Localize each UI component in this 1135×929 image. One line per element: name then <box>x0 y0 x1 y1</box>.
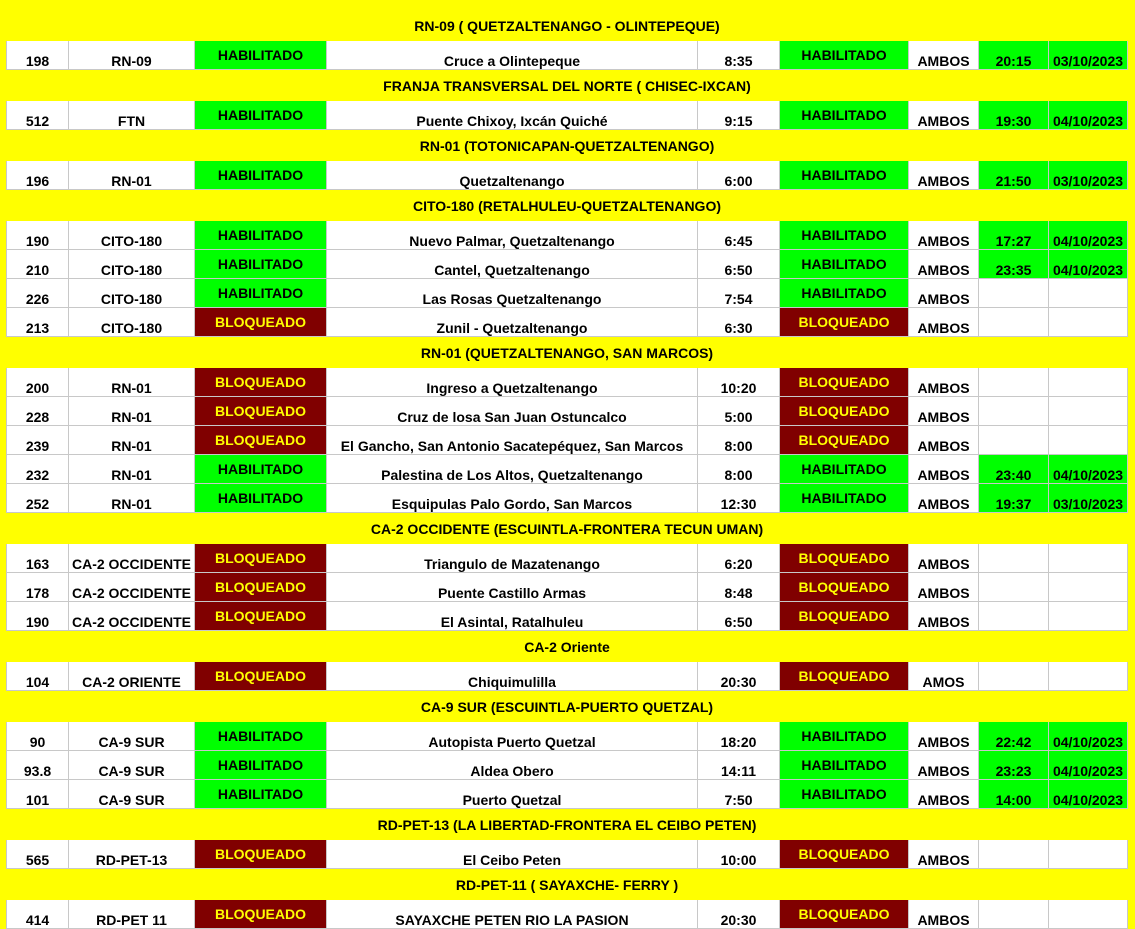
place-cell[interactable]: Palestina de Los Altos, Quetzaltenango <box>327 455 698 484</box>
status2-cell[interactable]: HABILITADO <box>780 279 909 308</box>
route-cell[interactable]: CA-2 OCCIDENTE <box>69 573 195 602</box>
status-cell[interactable]: HABILITADO <box>195 279 327 308</box>
table-row <box>7 455 1128 484</box>
table-row <box>7 221 1128 250</box>
place-cell[interactable]: El Asintal, Ratalhuleu <box>327 602 698 631</box>
km-cell[interactable]: 565 <box>7 840 69 869</box>
route-cell[interactable]: CA-9 SUR <box>69 780 195 809</box>
time-cell[interactable]: 8:00 <box>698 455 780 484</box>
time-cell[interactable]: 8:00 <box>698 426 780 455</box>
place-cell[interactable]: Cantel, Quetzaltenango <box>327 250 698 279</box>
km-cell[interactable]: 239 <box>7 426 69 455</box>
direction-cell[interactable]: AMBOS <box>909 544 979 573</box>
section-header-row <box>7 869 1128 900</box>
section-title[interactable]: CA-2 Oriente <box>7 631 1128 662</box>
status-cell[interactable]: HABILITADO <box>195 221 327 250</box>
time-cell[interactable]: 6:30 <box>698 308 780 337</box>
status2-cell[interactable]: BLOQUEADO <box>780 900 909 929</box>
status-cell[interactable]: BLOQUEADO <box>195 544 327 573</box>
table-row <box>7 101 1128 130</box>
status-cell[interactable]: HABILITADO <box>195 455 327 484</box>
place-cell[interactable]: Quetzaltenango <box>327 161 698 190</box>
place-cell[interactable]: Puente Chixoy, Ixcán Quiché <box>327 101 698 130</box>
direction-cell[interactable]: AMBOS <box>909 221 979 250</box>
reopen-time-cell[interactable] <box>979 840 1049 869</box>
table-row <box>7 722 1128 751</box>
section-header-row <box>7 513 1128 544</box>
section-title[interactable]: CA-2 OCCIDENTE (ESCUINTLA-FRONTERA TECUN UMAN) <box>7 513 1128 544</box>
status-cell[interactable]: HABILITADO <box>195 161 327 190</box>
date-cell[interactable] <box>1049 368 1128 397</box>
time-cell[interactable]: 5:00 <box>698 397 780 426</box>
place-cell[interactable]: Puerto Quetzal <box>327 780 698 809</box>
status2-cell[interactable]: BLOQUEADO <box>780 573 909 602</box>
reopen-time-cell[interactable] <box>979 544 1049 573</box>
table-row <box>7 602 1128 631</box>
table-row <box>7 397 1128 426</box>
route-cell[interactable]: RN-09 <box>69 41 195 70</box>
reopen-time-cell[interactable] <box>979 602 1049 631</box>
status2-cell[interactable]: HABILITADO <box>780 41 909 70</box>
status-cell[interactable]: BLOQUEADO <box>195 900 327 929</box>
date-cell[interactable] <box>1049 544 1128 573</box>
direction-cell[interactable]: AMBOS <box>909 397 979 426</box>
route-cell[interactable]: CA-9 SUR <box>69 722 195 751</box>
route-cell[interactable]: RN-01 <box>69 161 195 190</box>
km-cell[interactable]: 213 <box>7 308 69 337</box>
route-cell[interactable]: CITO-180 <box>69 279 195 308</box>
date-cell[interactable]: 04/10/2023 <box>1049 250 1128 279</box>
direction-cell[interactable]: AMBOS <box>909 426 979 455</box>
status2-cell[interactable]: BLOQUEADO <box>780 840 909 869</box>
reopen-time-cell[interactable] <box>979 308 1049 337</box>
route-cell[interactable]: CITO-180 <box>69 221 195 250</box>
direction-cell[interactable]: AMBOS <box>909 573 979 602</box>
direction-cell[interactable]: AMBOS <box>909 602 979 631</box>
date-cell[interactable] <box>1049 840 1128 869</box>
place-cell[interactable]: Aldea Obero <box>327 751 698 780</box>
km-cell[interactable]: 210 <box>7 250 69 279</box>
section-header-row <box>7 190 1128 221</box>
date-cell[interactable] <box>1049 279 1128 308</box>
direction-cell[interactable]: AMBOS <box>909 780 979 809</box>
time-cell[interactable]: 6:50 <box>698 250 780 279</box>
place-cell[interactable]: Autopista Puerto Quetzal <box>327 722 698 751</box>
section-title[interactable]: CITO-180 (RETALHULEU-QUETZALTENANGO) <box>7 190 1128 221</box>
time-cell[interactable]: 6:20 <box>698 544 780 573</box>
date-cell[interactable]: 03/10/2023 <box>1049 484 1128 513</box>
status2-cell[interactable]: HABILITADO <box>780 250 909 279</box>
time-cell[interactable]: 8:35 <box>698 41 780 70</box>
km-cell[interactable]: 252 <box>7 484 69 513</box>
date-cell[interactable]: 03/10/2023 <box>1049 161 1128 190</box>
time-cell[interactable]: 6:45 <box>698 221 780 250</box>
status-cell[interactable]: HABILITADO <box>195 41 327 70</box>
route-cell[interactable]: RN-01 <box>69 368 195 397</box>
direction-cell[interactable]: AMBOS <box>909 279 979 308</box>
direction-cell[interactable]: AMOS <box>909 662 979 691</box>
table-row <box>7 41 1128 70</box>
km-cell[interactable]: 232 <box>7 455 69 484</box>
reopen-time-cell[interactable]: 23:40 <box>979 455 1049 484</box>
time-cell[interactable]: 7:50 <box>698 780 780 809</box>
km-cell[interactable]: 190 <box>7 602 69 631</box>
status-cell[interactable]: HABILITADO <box>195 751 327 780</box>
place-cell[interactable]: SAYAXCHE PETEN RIO LA PASION <box>327 900 698 929</box>
reopen-time-cell[interactable]: 20:15 <box>979 41 1049 70</box>
reopen-time-cell[interactable] <box>979 397 1049 426</box>
status2-cell[interactable]: BLOQUEADO <box>780 368 909 397</box>
reopen-time-cell[interactable]: 21:50 <box>979 161 1049 190</box>
time-cell[interactable]: 7:54 <box>698 279 780 308</box>
reopen-time-cell[interactable] <box>979 662 1049 691</box>
status2-cell[interactable]: BLOQUEADO <box>780 662 909 691</box>
time-cell[interactable]: 8:48 <box>698 573 780 602</box>
reopen-time-cell[interactable]: 19:30 <box>979 101 1049 130</box>
section-title[interactable]: RN-01 (TOTONICAPAN-QUETZALTENANGO) <box>7 130 1128 161</box>
section-header-row <box>7 130 1128 161</box>
status-cell[interactable]: BLOQUEADO <box>195 308 327 337</box>
route-cell[interactable]: RN-01 <box>69 397 195 426</box>
place-cell[interactable]: Cruz de losa San Juan Ostuncalco <box>327 397 698 426</box>
date-cell[interactable]: 04/10/2023 <box>1049 780 1128 809</box>
reopen-time-cell[interactable] <box>979 279 1049 308</box>
direction-cell[interactable]: AMBOS <box>909 250 979 279</box>
direction-cell[interactable]: AMBOS <box>909 722 979 751</box>
table-row <box>7 426 1128 455</box>
status2-cell[interactable]: BLOQUEADO <box>780 602 909 631</box>
table-body <box>7 10 1128 929</box>
table-row <box>7 161 1128 190</box>
place-cell[interactable]: Las Rosas Quetzaltenango <box>327 279 698 308</box>
km-cell[interactable]: 101 <box>7 780 69 809</box>
km-cell[interactable]: 228 <box>7 397 69 426</box>
date-cell[interactable]: 04/10/2023 <box>1049 722 1128 751</box>
section-title[interactable]: RN-09 ( QUETZALTENANGO - OLINTEPEQUE) <box>7 10 1128 41</box>
time-cell[interactable]: 6:50 <box>698 602 780 631</box>
date-cell[interactable]: 04/10/2023 <box>1049 751 1128 780</box>
table-row <box>7 900 1128 929</box>
km-cell[interactable]: 226 <box>7 279 69 308</box>
status-cell[interactable]: HABILITADO <box>195 101 327 130</box>
table-row <box>7 751 1128 780</box>
route-cell[interactable]: CA-9 SUR <box>69 751 195 780</box>
reopen-time-cell[interactable] <box>979 573 1049 602</box>
date-cell[interactable] <box>1049 662 1128 691</box>
status2-cell[interactable]: BLOQUEADO <box>780 426 909 455</box>
reopen-time-cell[interactable]: 14:00 <box>979 780 1049 809</box>
time-cell[interactable]: 10:00 <box>698 840 780 869</box>
status2-cell[interactable]: BLOQUEADO <box>780 308 909 337</box>
direction-cell[interactable]: AMBOS <box>909 101 979 130</box>
status-cell[interactable]: HABILITADO <box>195 780 327 809</box>
status-cell[interactable]: BLOQUEADO <box>195 573 327 602</box>
reopen-time-cell[interactable] <box>979 426 1049 455</box>
reopen-time-cell[interactable]: 22:42 <box>979 722 1049 751</box>
section-title[interactable]: RN-01 (QUETZALTENANGO, SAN MARCOS) <box>7 337 1128 368</box>
place-cell[interactable]: Triangulo de Mazatenango <box>327 544 698 573</box>
date-cell[interactable]: 04/10/2023 <box>1049 101 1128 130</box>
section-title[interactable]: FRANJA TRANSVERSAL DEL NORTE ( CHISEC-IXCAN) <box>7 70 1128 101</box>
section-title[interactable]: CA-9 SUR (ESCUINTLA-PUERTO QUETZAL) <box>7 691 1128 722</box>
direction-cell[interactable]: AMBOS <box>909 41 979 70</box>
section-title[interactable]: RD-PET-11 ( SAYAXCHE- FERRY ) <box>7 869 1128 900</box>
date-cell[interactable] <box>1049 397 1128 426</box>
section-header-row <box>7 10 1128 41</box>
table-row <box>7 840 1128 869</box>
place-cell[interactable]: Nuevo Palmar, Quetzaltenango <box>327 221 698 250</box>
reopen-time-cell[interactable] <box>979 900 1049 929</box>
place-cell[interactable]: Ingreso a Quetzaltenango <box>327 368 698 397</box>
status-cell[interactable]: HABILITADO <box>195 722 327 751</box>
date-cell[interactable]: 04/10/2023 <box>1049 455 1128 484</box>
status2-cell[interactable]: HABILITADO <box>780 221 909 250</box>
status2-cell[interactable]: BLOQUEADO <box>780 544 909 573</box>
table-row <box>7 484 1128 513</box>
status-cell[interactable]: BLOQUEADO <box>195 426 327 455</box>
time-cell[interactable]: 18:20 <box>698 722 780 751</box>
date-cell[interactable] <box>1049 426 1128 455</box>
table-row <box>7 308 1128 337</box>
place-cell[interactable]: Zunil - Quetzaltenango <box>327 308 698 337</box>
status-cell[interactable]: BLOQUEADO <box>195 368 327 397</box>
km-cell[interactable]: 196 <box>7 161 69 190</box>
route-cell[interactable]: RN-01 <box>69 455 195 484</box>
time-cell[interactable]: 9:15 <box>698 101 780 130</box>
table-row <box>7 780 1128 809</box>
status2-cell[interactable]: BLOQUEADO <box>780 397 909 426</box>
date-cell[interactable]: 04/10/2023 <box>1049 221 1128 250</box>
direction-cell[interactable]: AMBOS <box>909 161 979 190</box>
reopen-time-cell[interactable]: 19:37 <box>979 484 1049 513</box>
status-cell[interactable]: HABILITADO <box>195 250 327 279</box>
date-cell[interactable] <box>1049 900 1128 929</box>
status-cell[interactable]: HABILITADO <box>195 484 327 513</box>
reopen-time-cell[interactable] <box>979 368 1049 397</box>
table-row <box>7 544 1128 573</box>
route-cell[interactable]: CA-2 OCCIDENTE <box>69 544 195 573</box>
route-cell[interactable]: RN-01 <box>69 426 195 455</box>
reopen-time-cell[interactable]: 17:27 <box>979 221 1049 250</box>
status2-cell[interactable]: HABILITADO <box>780 161 909 190</box>
time-cell[interactable]: 20:30 <box>698 662 780 691</box>
time-cell[interactable]: 20:30 <box>698 900 780 929</box>
table-row <box>7 662 1128 691</box>
time-cell[interactable]: 14:11 <box>698 751 780 780</box>
time-cell[interactable]: 6:00 <box>698 161 780 190</box>
road-status-table <box>6 9 1128 929</box>
status2-cell[interactable]: HABILITADO <box>780 780 909 809</box>
km-cell[interactable]: 163 <box>7 544 69 573</box>
status2-cell[interactable]: HABILITADO <box>780 751 909 780</box>
status2-cell[interactable]: HABILITADO <box>780 101 909 130</box>
date-cell[interactable] <box>1049 308 1128 337</box>
km-cell[interactable]: 200 <box>7 368 69 397</box>
direction-cell[interactable]: AMBOS <box>909 751 979 780</box>
status2-cell[interactable]: HABILITADO <box>780 455 909 484</box>
route-cell[interactable]: CITO-180 <box>69 250 195 279</box>
direction-cell[interactable]: AMBOS <box>909 368 979 397</box>
reopen-time-cell[interactable]: 23:35 <box>979 250 1049 279</box>
place-cell[interactable]: Puente Castillo Armas <box>327 573 698 602</box>
km-cell[interactable]: 93.8 <box>7 751 69 780</box>
status-cell[interactable]: BLOQUEADO <box>195 602 327 631</box>
section-header-row <box>7 691 1128 722</box>
route-cell[interactable]: CA-2 OCCIDENTE <box>69 602 195 631</box>
direction-cell[interactable]: AMBOS <box>909 900 979 929</box>
route-cell[interactable]: RD-PET-13 <box>69 840 195 869</box>
place-cell[interactable]: El Ceibo Peten <box>327 840 698 869</box>
date-cell[interactable] <box>1049 573 1128 602</box>
route-cell[interactable]: RN-01 <box>69 484 195 513</box>
route-cell[interactable]: RD-PET 11 <box>69 900 195 929</box>
section-header-row <box>7 809 1128 840</box>
place-cell[interactable]: Chiquimulilla <box>327 662 698 691</box>
status-cell[interactable]: BLOQUEADO <box>195 397 327 426</box>
table-row <box>7 573 1128 602</box>
km-cell[interactable]: 90 <box>7 722 69 751</box>
date-cell[interactable] <box>1049 602 1128 631</box>
route-cell[interactable]: CITO-180 <box>69 308 195 337</box>
time-cell[interactable]: 12:30 <box>698 484 780 513</box>
km-cell[interactable]: 190 <box>7 221 69 250</box>
date-cell[interactable]: 03/10/2023 <box>1049 41 1128 70</box>
status-cell[interactable]: BLOQUEADO <box>195 662 327 691</box>
km-cell[interactable]: 198 <box>7 41 69 70</box>
km-cell[interactable]: 104 <box>7 662 69 691</box>
route-cell[interactable]: CA-2 ORIENTE <box>69 662 195 691</box>
km-cell[interactable]: 414 <box>7 900 69 929</box>
status2-cell[interactable]: HABILITADO <box>780 722 909 751</box>
time-cell[interactable]: 10:20 <box>698 368 780 397</box>
status-cell[interactable]: BLOQUEADO <box>195 840 327 869</box>
table-row <box>7 368 1128 397</box>
section-header-row <box>7 337 1128 368</box>
km-cell[interactable]: 512 <box>7 101 69 130</box>
route-cell[interactable]: FTN <box>69 101 195 130</box>
status2-cell[interactable]: HABILITADO <box>780 484 909 513</box>
table-row <box>7 279 1128 308</box>
section-header-row <box>7 70 1128 101</box>
direction-cell[interactable]: AMBOS <box>909 840 979 869</box>
reopen-time-cell[interactable]: 23:23 <box>979 751 1049 780</box>
place-cell[interactable]: Esquipulas Palo Gordo, San Marcos <box>327 484 698 513</box>
place-cell[interactable]: El Gancho, San Antonio Sacatepéquez, San Marcos <box>327 426 698 455</box>
section-header-row <box>7 631 1128 662</box>
direction-cell[interactable]: AMBOS <box>909 484 979 513</box>
direction-cell[interactable]: AMBOS <box>909 455 979 484</box>
table-row <box>7 250 1128 279</box>
place-cell[interactable]: Cruce a Olintepeque <box>327 41 698 70</box>
direction-cell[interactable]: AMBOS <box>909 308 979 337</box>
section-title[interactable]: RD-PET-13 (LA LIBERTAD-FRONTERA EL CEIBO PETEN) <box>7 809 1128 840</box>
km-cell[interactable]: 178 <box>7 573 69 602</box>
